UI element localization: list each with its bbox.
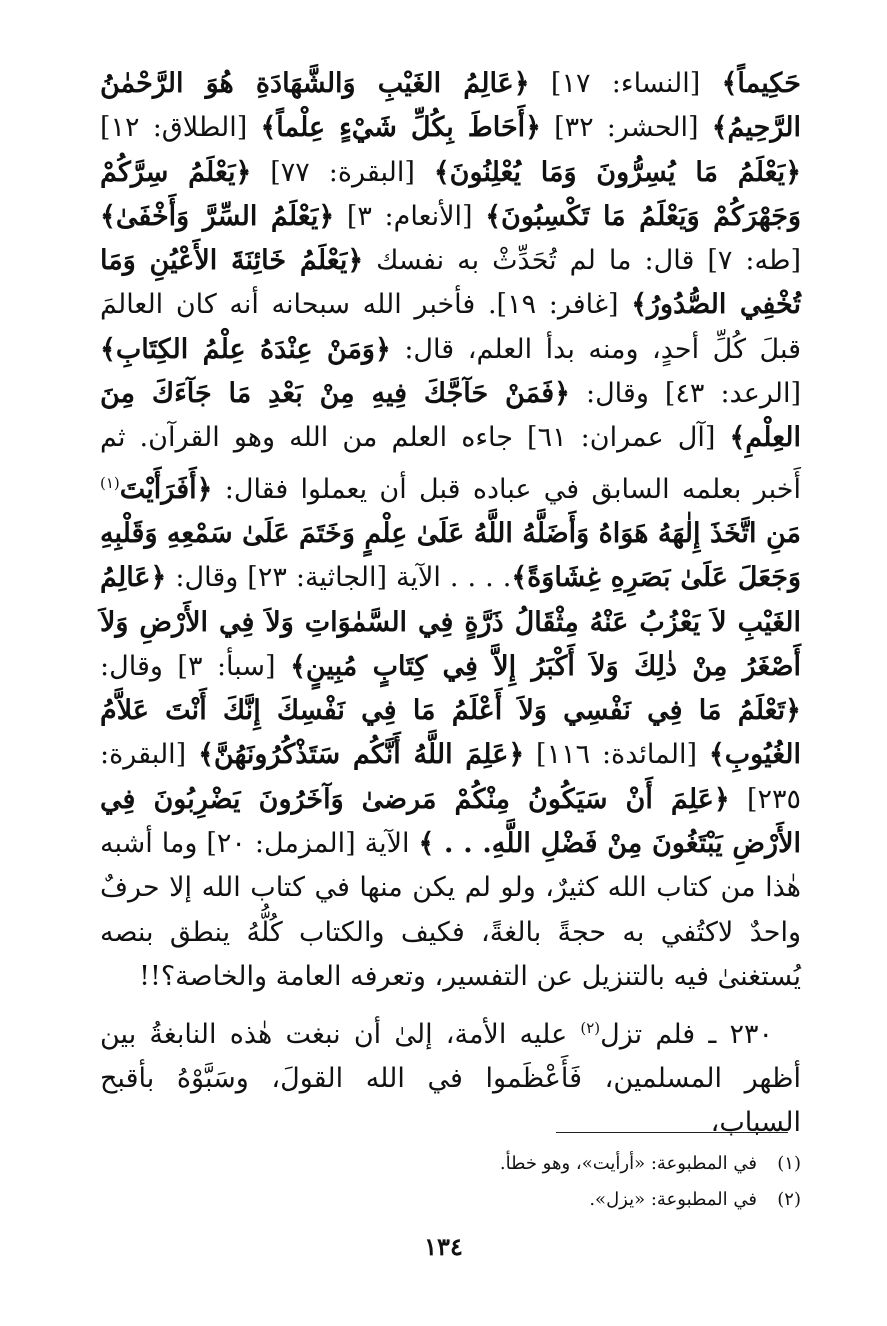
- commentary-text: [الحشر: ٣٢]: [540, 112, 712, 144]
- commentary-text: [الطلاق: ١٢]: [100, 112, 261, 144]
- quran-verse: ﴿يَعْلَمُ مَا يُسِرُّونَ وَمَا يُعْلِنُونَ﴾: [433, 156, 802, 188]
- commentary-text: [البقرة: ٧٧]: [251, 156, 434, 188]
- footnote-text: في المطبوعة: «يزل».: [589, 1189, 757, 1210]
- paragraph-230: [100, 1006, 801, 1145]
- footnotes: [100, 1146, 801, 1218]
- footnote-1: [100, 1146, 801, 1182]
- commentary-text: [الأنعام: ٣]: [334, 200, 486, 232]
- paragraph-230-rest: عليه الأمة، إلىٰ أن نبغت هٰذه النابغةُ بين أظهر المسلمين، فَأَعْظَموا في الله القولَ، وسَبَّوْهُ بأقبح السباب،: [100, 1019, 801, 1138]
- commentary-text: [الرعد: ٤٣] وقال:: [569, 378, 801, 410]
- quran-verse: ﴿فَمَنْ حَآجَّكَ فِيهِ مِنْ بَعْدِ مَا جَآءَكَ مِنَ العِلْمِ﴾: [100, 378, 801, 454]
- footnote-divider: [556, 1132, 788, 1133]
- commentary-text: [البقرة: ٢٣٥]: [100, 739, 801, 815]
- quran-verse: ﴿عَلِمَ أَنْ سَيَكُونُ مِنْكُمْ مَرضىٰ وَآخَرُونَ يَضْرِبُونَ فِي الأَرْضِ يَبْتَغُونَ مِنْ فَضْلِ اللَّهِ. . . ﴾: [100, 783, 801, 860]
- footnote-ref-1: (١): [100, 473, 120, 492]
- quran-verse: ﴿عَالِمُ الغَيْبِ وَالشَّهَادَةِ هُوَ الرَّحْمٰنُ الرَّحِيمُ﴾: [100, 68, 801, 144]
- quran-verse: ﴿عَالِمُ الغَيْبِ لاَ يَعْزُبُ عَنْهُ مِثْقَالُ ذَرَّةٍ فِي السَّمٰوَاتِ وَلاَ فِي الأَرْضِ وَلاَ أَصْغَرُ مِنْ ذٰلِكَ وَلاَ أَكْبَرُ إِلاَّ فِي كِتَابٍ مُبِينٍ﴾: [100, 562, 802, 682]
- footnote-number: (١): [777, 1153, 801, 1174]
- footnote-2: [100, 1182, 801, 1218]
- quran-verse: ﴿يَعْلَمُ سِرَّكُمْ وَجَهْرَكُمْ وَيَعْلَمُ مَا تَكْسِبُونَ﴾: [100, 156, 801, 232]
- commentary-text: الآية [المزمل: ٢٠] وما أشبه هٰذا من كتاب الله كثيرٌ، ولو لم يكن منها في كتاب الله إلا حرفٌ واحدٌ لاكتُفي به حجةً بالغةً، فكيف والكتاب كُلُّهُ ينطق بنصه يُستغنىٰ فيه بالتنزيل عن التفسير، وتعرفه العامة والخاصة؟!!: [100, 828, 801, 992]
- quran-verse: ﴿يَعْلَمُ السِّرَّ وَأَخْفَىٰ﴾: [100, 200, 335, 232]
- page-number: ١٣٤: [424, 1232, 463, 1261]
- footnote-text: في المطبوعة: «أرأيت»، وهو خطأ.: [499, 1153, 757, 1174]
- footnote-number: (٢): [777, 1189, 801, 1210]
- footnote-ref-2: (٢): [580, 1019, 601, 1037]
- quran-verse: ﴿أَفَرَأَيْتَ: [119, 473, 213, 505]
- quran-verse: ﴿أَحَاطَ بِكُلِّ شَيْءٍ عِلْماً﴾: [260, 112, 541, 144]
- commentary-text: [غافر: ١٩]. فأخبر الله سبحانه أنه كان العالمَ قبلَ كُلِّ أحدٍ، ومنه بدأ العلم، قال:: [100, 289, 801, 365]
- quran-verse: ﴿عَلِمَ اللَّهُ أَنَّكُم سَتَذْكُرُونَهُنَّ﴾: [198, 739, 525, 771]
- commentary-text: [آل عمران: ٦١] جاءه العلم من الله وهو القرآن. ثم أَخبر بعلمه السابق في عباده قبل أن يعملوا فقال:: [100, 422, 801, 505]
- commentary-text: [المائدة: ١١٦]: [524, 739, 709, 771]
- quran-verse: حَكِيماً﴾: [721, 68, 801, 99]
- commentary-text: [سبأ: ٣] وقال:: [100, 650, 291, 682]
- main-paragraph: [100, 62, 801, 999]
- quran-verse: ﴿يَعْلَمُ خَائِنَةَ الأَعْيُنِ وَمَا تُخْفِي الصُّدُورُ﴾: [100, 245, 801, 321]
- quran-verse: مَنِ اتَّخَذَ إِلٰهَهُ هَوَاهُ وَأَضَلَّهُ اللَّهُ عَلَىٰ عِلْمٍ وَخَتَمَ عَلَىٰ سَمْعِهِ وَقَلْبِهِ وَجَعَلَ عَلَىٰ بَصَرِهِ غِشَاوَةً﴾: [100, 517, 801, 594]
- commentary-text: . . . . الآية [الجاثية: ٢٣] وقال:: [166, 562, 512, 594]
- quran-verse: ﴿تَعْلَمُ مَا فِي نَفْسِي وَلاَ أَعْلَمُ مَا فِي نَفْسِكَ إِنَّكَ أَنْتَ عَلاَّمُ الغُيُوبِ﴾: [100, 695, 801, 771]
- paragraph-230-start: ٢٣٠ ـ فلم تزل: [600, 1019, 773, 1050]
- commentary-text: [النساء: ١٧]: [529, 68, 722, 99]
- commentary-text: [طه: ٧] قال: ما لم تُحَدِّثْ به نفسك: [363, 245, 801, 277]
- quran-verse: ﴿وَمَنْ عِنْدَهُ عِلْمُ الكِتَابِ﴾: [100, 333, 391, 365]
